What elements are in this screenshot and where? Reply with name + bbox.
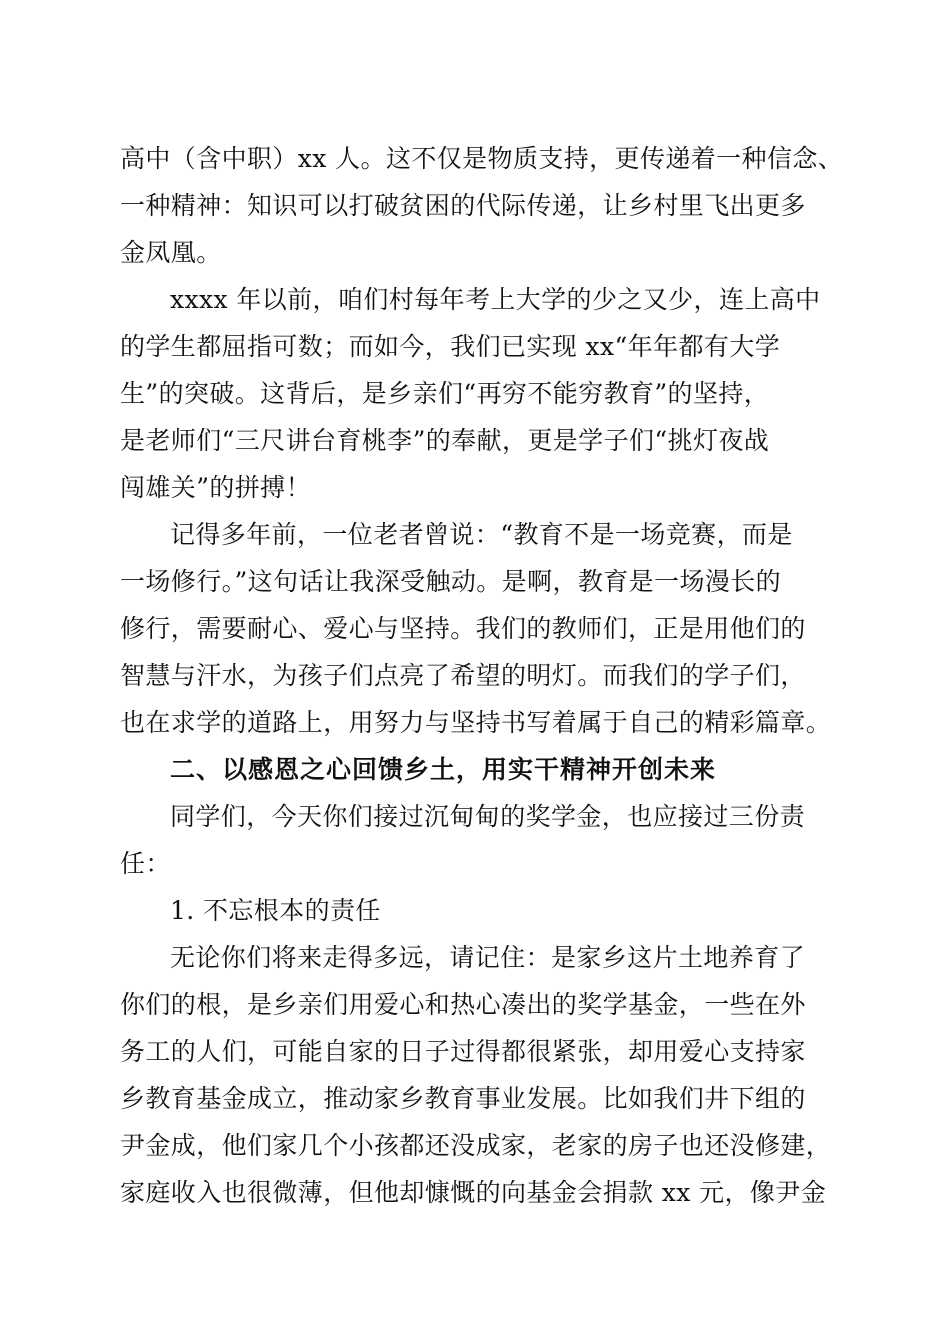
text-line: 也在求学的道路上，用努力与坚持书写着属于自己的精彩篇章。 xyxy=(120,708,832,737)
text-line: 是老师们“三尺讲台育桃李”的奉献，更是学子们“挑灯夜战 xyxy=(120,426,770,455)
text-line: 生”的突破。这背后，是乡亲们“再穷不能穷教育”的坚持， xyxy=(120,379,770,408)
text-line: 智慧与汗水，为孩子们点亮了希望的明灯。而我们的学子们， xyxy=(120,661,806,690)
text-line: 一种精神：知识可以打破贫困的代际传递，让乡村里飞出更多 xyxy=(120,191,806,220)
text-line: 一场修行。”这句话让我深受触动。是啊，教育是一场漫长的 xyxy=(120,567,782,596)
text-line: 任： xyxy=(120,849,171,878)
text-line: 务工的人们，可能自家的日子过得都很紧张，却用爱心支持家 xyxy=(120,1037,806,1066)
paragraph-start-line: 记得多年前，一位老者曾说：“教育不是一场竞赛，而是 xyxy=(170,520,793,549)
text-line: 的学生都屈指可数；而如今，我们已实现 xx“年年都有大学 xyxy=(120,332,781,361)
text-line: 高中（含中职）xx 人。这不仅是物质支持，更传递着一种信念、 xyxy=(120,144,844,173)
text-line: 你们的根，是乡亲们用爱心和热心凑出的奖学基金，一些在外 xyxy=(120,990,806,1019)
text-line: 乡教育基金成立，推动家乡教育事业发展。比如我们井下组的 xyxy=(120,1084,806,1113)
text-line: 修行，需要耐心、爱心与坚持。我们的教师们，正是用他们的 xyxy=(120,614,806,643)
subheading-line: 1. 不忘根本的责任 xyxy=(170,896,381,925)
text-line: 金凤凰。 xyxy=(120,238,222,267)
section-heading: 二、以感恩之心回馈乡土，用实干精神开创未来 xyxy=(170,755,717,784)
paragraph-start-line: 同学们，今天你们接过沉甸甸的奖学金，也应接过三份责 xyxy=(170,802,806,831)
text-line: 闯雄关”的拼搏！ xyxy=(120,473,311,502)
text-line: 尹金成，他们家几个小孩都还没成家，老家的房子也还没修建， xyxy=(120,1131,832,1160)
paragraph-start-line: xxxx 年以前，咱们村每年考上大学的少之又少，连上高中 xyxy=(170,285,821,314)
paragraph-start-line: 无论你们将来走得多远，请记住：是家乡这片土地养育了 xyxy=(170,943,806,972)
text-line: 家庭收入也很微薄，但他却慷慨的向基金会捐款 xx 元，像尹金 xyxy=(120,1178,827,1207)
